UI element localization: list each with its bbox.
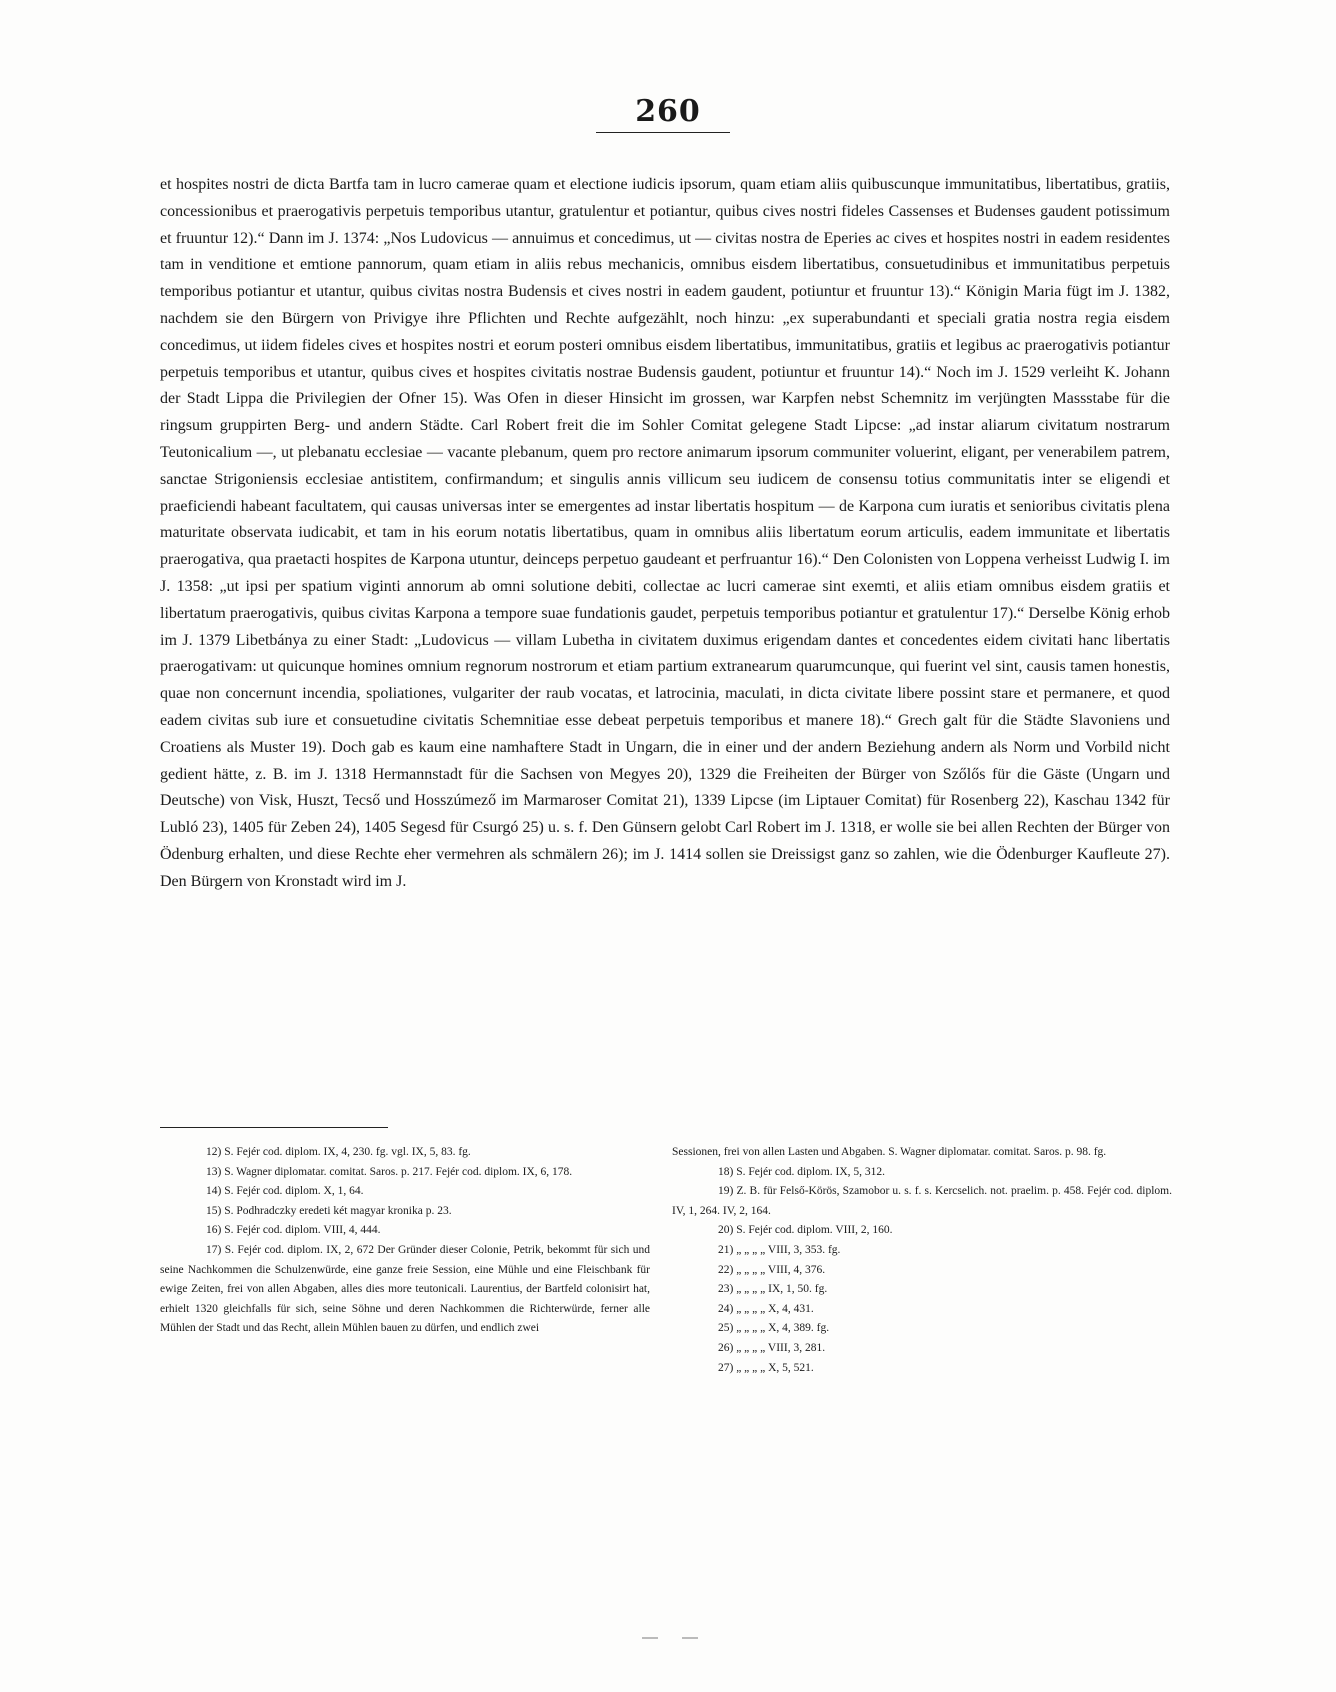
footnote-25: 25) „ „ „ „ X, 4, 389. fg.	[718, 1322, 830, 1335]
footnote-22: 22) „ „ „ „ VIII, 4, 376.	[718, 1263, 826, 1276]
scan-marks	[642, 1637, 712, 1639]
footnote-13: 13) S. Wagner diplomatar. comitat. Saros. p. 217. Fejér cod. diplom. IX, 6, 178.	[206, 1165, 573, 1178]
page-number: 260	[635, 94, 701, 129]
footnote-23: 23) „ „ „ „ IX, 1, 50. fg.	[718, 1283, 828, 1296]
footnote-16: 16) S. Fejér cod. diplom. VIII, 4, 444.	[206, 1224, 381, 1237]
footnotes-left-column	[160, 1143, 650, 1339]
footnote-27: 27) „ „ „ „ X, 5, 521.	[718, 1361, 814, 1374]
footnote-18: 18) S. Fejér cod. diplom. IX, 5, 312.	[718, 1165, 886, 1178]
footnote-17-continued: Sessionen, frei von allen Lasten und Abgaben. S. Wagner diplomatar. comitat. Saros. p. 98. fg.	[672, 1146, 1107, 1158]
footnote-26: 26) „ „ „ „ VIII, 3, 281.	[718, 1341, 826, 1354]
footnote-15: 15) S. Podhradczky eredeti két magyar kronika p. 23.	[206, 1204, 452, 1217]
page-number-rule	[596, 132, 730, 133]
footnote-21: 21) „ „ „ „ VIII, 3, 353. fg.	[718, 1243, 841, 1256]
footnotes-right-column	[672, 1143, 1172, 1378]
body-paragraph: et hospites nostri de dicta Bartfa tam in lucro camerae quam et electione iudicis ipsorum, quam etiam aliis quibuscunque immunitatibus, libertatibus, gratiis, concessionibus et praerogativis perpetuis temporibus utantur, gratulentur et potiantur, quibus cives nostri fideles Cassenses et Budenses gaudent potissimum et fruuntur 12).“ Dann im J. 1374: „Nos Ludovicus — annuimus et concedimus, ut — civitas nostra de Eperies ac cives et hospites nostri in eadem residentes tam in venditione et emtione pannorum, quam etiam in aliis rebus mechanicis, omnibus eisdem libertatibus, consuetudinibus et immunitatibus perpetuis temporibus potiantur et utantur, quibus civitas nostra Budensis et cives nostri in eadem gaudent, potiuntur et fruuntur 13).“ Königin Maria fügt im J. 1382, nachdem sie den Bürgern von Privigye ihre Pflichten und Rechte aufgezählt, noch hinzu: „ex superabundanti et speciali gratia nostra regia eisdem concedimus, ut iidem fideles cives et hospites nostri et eorum posteri omnibus eisdem libertatibus, immunitatibus, gratiis et legibus ac praerogativis potiantur perpetuis temporibus et utantur, quibus cives et hospites civitatis nostrae Budensis gaudent, potiuntur et fruuntur 14).“ Noch im J. 1529 verleiht K. Johann der Stadt Lippa die Privilegien der Ofner 15). Was Ofen in dieser Hinsicht im grossen, war Karpfen nebst Schemnitz im verjüngten Massstabe für die ringsum gruppirten Berg- und andern Städte. Carl Robert freit die im Sohler Comitat gelegene Stadt Lipcse: „ad instar aliarum civitatum nostrarum Teutonicalium —, ut plebanatu ecclesiae — vacante plebanum, quem pro rectore animarum ipsorum communiter voluerint, eligant, per venerabilem patrem, sanctae Strigoniensis ecclesiae antistitem, confirmandum; et singulis annis villicum seu iudicem de consensu totius communitatis inter se eligendi et praeficiendi habeant facultatem, qui causas universas inter se emergentes ad instar libertatis hospitum — de Karpona cum iuratis et senioribus civitatis plena maturitate observata iudicabit, et tam in his eorum notatis libertatibus, quam in omnibus aliis libertatum eorum articulis, eadem immunitate et libertatis praerogativa, qua praetacti hospites de Karpona utuntur, deinceps perpetuo gaudeant et perfruantur 16).“ Den Colonisten von Loppena verheisst Ludwig I. im J. 1358: „ut ipsi per spatium viginti annorum ab omni solutione debiti, collectae ac lucri camerae sint exemti, et aliis etiam omnibus eisdem gratiis et libertatum praerogativis, quibus civitas Karpona a tempore suae fundationis gaudet, perpetuis temporibus potiantur et gratulentur 17).“ Derselbe König erhob im J. 1379 Libetbánya zu einer Stadt: „Ludovicus — villam Lubetha in civitatem duximus erigendam dantes et concedentes eidem civitati hanc libertatis praerogativam: ut quicunque homines omnium regnorum nostrorum et etiam partium extranearum quarumcunque, qui fuerint vel sint, causis tamen honestis, quae non concernunt incendia, spoliationes, vulgariter der raub vocatas, et latrocinia, maculati, in dicta civitate libere possint stare et permanere, et quod eadem civitas sub iure et consuetudine civitatis Schemnitiae esse debeat perpetuis temporibus et manere 18).“ Grech galt für die Städte Slavoniens und Croatiens als Muster 19). Doch gab es kaum eine namhaftere Stadt in Ungarn, die in einer und der andern Beziehung andern als Norm und Vorbild nicht gedient hätte, z. B. im J. 1318 Hermannstadt für die Sachsen von Megyes 20), 1329 die Freiheiten der Bürger von Szőlős für die Gäste (Ungarn und Deutsche) von Visk, Huszt, Tecső und Hosszúmező im Marmaroser Comitat 21), 1339 Lipcse (im Liptauer Comitat) für Rosenberg 22), Kaschau 1342 für Lubló 23), 1405 für Zeben 24), 1405 Segesd für Csurgó 25) u. s. f. Den Günsern gelobt Carl Robert im J. 1318, er wolle sie bei allen Rechten der Bürger von Ödenburg erhalten, und diese Rechte eher vermehren als schmälern 26); im J. 1414 sollen sie Dreissigst ganz so zahlen, wie die Ödenburger Kaufleute 27). Den Bürgern von Kronstadt wird im J.	[160, 176, 1170, 890]
footnote-12: 12) S. Fejér cod. diplom. IX, 4, 230. fg. vgl. IX, 5, 83. fg.	[206, 1146, 471, 1158]
footnote-14: 14) S. Fejér cod. diplom. X, 1, 64.	[206, 1185, 364, 1198]
footnote-19: 19) Z. B. für Felső-Körös, Szamobor u. s. f. s. Kercselich. not. praelim. p. 458. Fejér cod. diplom. IV, 1, 264. IV, 2, 164.	[672, 1185, 1172, 1217]
main-text	[160, 172, 1170, 896]
footnote-17: 17) S. Fejér cod. diplom. IX, 2, 672 Der Gründer dieser Colonie, Petrik, bekommt für sich und seine Nachkommen die Schulzenwürde, eine ganze freie Session, eine Mühle und eine Fleischbank für ewige Zeiten, frei von allen Abgaben, alles dies more teutonicali. Laurentius, der Bartfeld colonisirt hat, erhielt 1320 gleichfalls für sich, seine Söhne und deren Nachkommen die Richterwürde, ferner alle Mühlen der Stadt und das Recht, allein Mühlen bauen zu dürfen, und endlich zwei	[160, 1243, 650, 1335]
footnote-separator	[160, 1127, 388, 1128]
footnote-20: 20) S. Fejér cod. diplom. VIII, 2, 160.	[718, 1224, 893, 1237]
footnote-24: 24) „ „ „ „ X, 4, 431.	[718, 1302, 814, 1315]
